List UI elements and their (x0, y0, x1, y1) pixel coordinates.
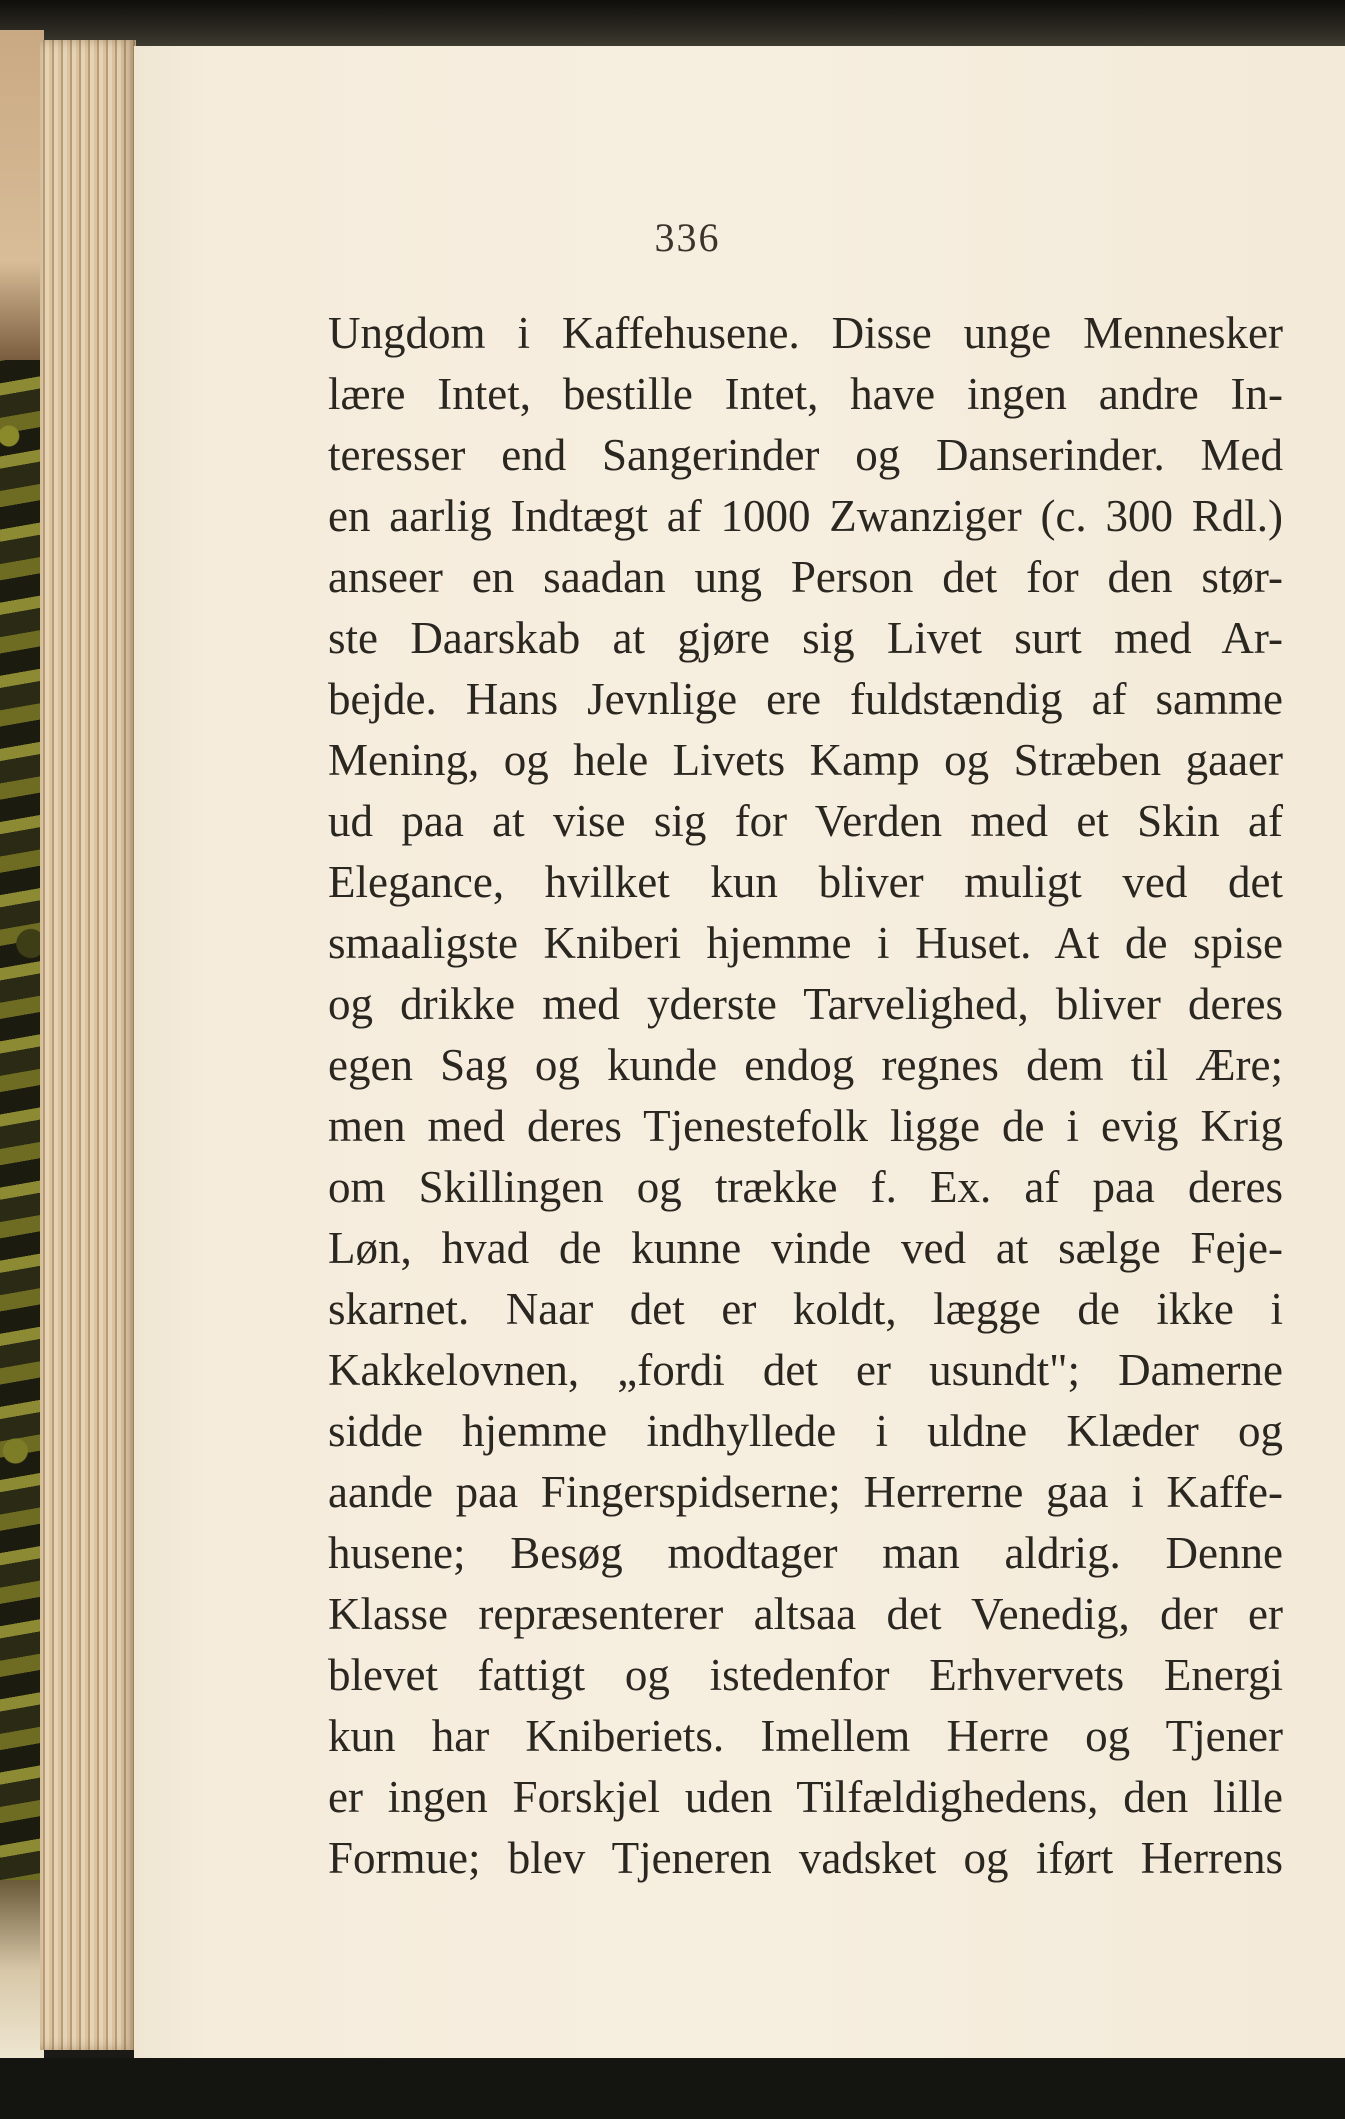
book-top-edge (0, 0, 1345, 46)
text-line: teresser end Sangerinder og Danserinder. Med (328, 430, 1283, 480)
text-line: husene; Besøg modtager man aldrig. Denne (328, 1528, 1283, 1578)
text-line: Elegance, hvilket kun bliver muligt ved det (328, 857, 1283, 907)
book-bottom-edge (0, 2058, 1345, 2119)
text-line: Mening, og hele Livets Kamp og Stræben gaaer (328, 735, 1283, 785)
text-line: smaaligste Kniberi hjemme i Huset. At de spise (328, 918, 1283, 968)
text-line: anseer en saadan ung Person det for den stør- (328, 552, 1283, 602)
text-line: om Skillingen og trække f. Ex. af paa deres (328, 1162, 1283, 1212)
text-line: egen Sag og kunde endog regnes dem til Ære; (328, 1040, 1283, 1090)
text-line: bejde. Hans Jevnlige ere fuldstændig af samme (328, 674, 1283, 724)
text-line: og drikke med yderste Tarvelighed, bliver deres (328, 979, 1283, 1029)
text-line: Formue; blev Tjeneren vadsket og iført Herrens (328, 1833, 1283, 1883)
text-line: sidde hjemme indhyllede i uldne Klæder og (328, 1406, 1283, 1456)
text-line: ud paa at vise sig for Verden med et Skin af (328, 796, 1283, 846)
text-line: Løn, hvad de kunne vinde ved at sælge Feje- (328, 1223, 1283, 1273)
body-text (328, 303, 1283, 1889)
page-number: 336 (654, 215, 721, 260)
page-edges (40, 40, 136, 2050)
text-line: kun har Kniberiets. Imellem Herre og Tjener (328, 1711, 1283, 1761)
text-line: ste Daarskab at gjøre sig Livet surt med Ar- (328, 613, 1283, 663)
text-line: Klasse repræsenterer altsaa det Venedig, der er (328, 1589, 1283, 1639)
text-line: en aarlig Indtægt af 1000 Zwanziger (c. 300 Rdl.) (328, 491, 1283, 541)
text-line: blevet fattigt og istedenfor Erhvervets Energi (328, 1650, 1283, 1700)
text-line: Kakkelovnen, „fordi det er usundt"; Damerne (328, 1345, 1283, 1395)
text-line: er ingen Forskjel uden Tilfældighedens, den lille (328, 1772, 1283, 1822)
text-line: Ungdom i Kaffehusene. Disse unge Mennesker (328, 308, 1283, 358)
text-line: aande paa Fingerspidserne; Herrerne gaa i Kaffe- (328, 1467, 1283, 1517)
text-line: lære Intet, bestille Intet, have ingen andre In- (328, 369, 1283, 419)
cover-worn-corner-bottom (0, 1880, 44, 2060)
text-line: men med deres Tjenestefolk ligge de i evig Krig (328, 1101, 1283, 1151)
cover-worn-corner-top (0, 30, 44, 360)
text-line: skarnet. Naar det er koldt, lægge de ikke i (328, 1284, 1283, 1334)
